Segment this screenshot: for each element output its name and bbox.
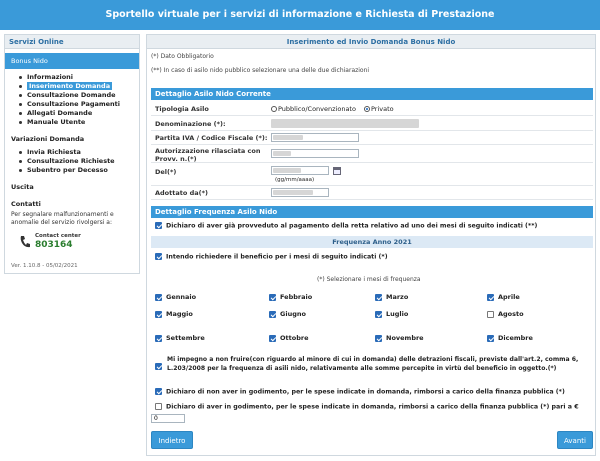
partita-iva-value [273, 135, 303, 140]
main-panel [146, 34, 596, 456]
month-ottobre-box[interactable] [269, 335, 276, 342]
row-denominazione [151, 117, 593, 131]
section-dettaglio-asilo: Dettaglio Asilo Nido Corrente [151, 88, 593, 100]
denominazione-label: Denominazione (*): [155, 120, 226, 128]
sidebar-section-bonus-nido[interactable]: Bonus Nido [5, 53, 139, 69]
row-autorizzazione [151, 145, 593, 163]
check-intendo-box[interactable] [155, 253, 162, 260]
radio-pubblico-button[interactable] [271, 106, 277, 112]
sidebar-title: Servizi Online [5, 35, 139, 49]
tipologia-label: Tipologia Asilo [155, 105, 209, 113]
row-tipologia [151, 102, 593, 116]
note-asilo-pubblico: (**) In caso di asilo nido pubblico selezionare una delle due dichiarazioni [151, 67, 370, 74]
month-marzo-box[interactable] [375, 294, 382, 301]
month-maggio[interactable]: Maggio [155, 310, 193, 318]
del-date-value [273, 168, 301, 173]
month-luglio[interactable]: Luglio [375, 310, 408, 318]
check-intendo[interactable]: Intendo richiedere il beneficio per i mesi di seguito indicati (*) [155, 253, 388, 261]
adottato-label: Adottato da(*) [155, 189, 208, 197]
month-novembre-box[interactable] [375, 335, 382, 342]
sidebar [4, 34, 140, 274]
adottato-value [273, 190, 313, 195]
app-title: Sportello virtuale per i servizi di informazione e Richiesta di Prestazione [105, 9, 495, 20]
month-marzo[interactable]: Marzo [375, 293, 408, 301]
month-aprile-box[interactable] [487, 294, 494, 301]
month-dicembre[interactable]: Dicembre [487, 334, 533, 342]
radio-privato-button[interactable] [364, 106, 370, 112]
radio-privato[interactable]: Privato [364, 105, 394, 113]
month-giugno-box[interactable] [269, 311, 276, 318]
sidebar-item-allegati-domande[interactable]: Allegati Domande [19, 109, 139, 118]
check-pagamento[interactable]: Dichiaro di aver già provveduto al pagamento della retta relativo ad uno dei mesi di seguito indicati (**) [155, 222, 537, 230]
month-novembre[interactable]: Novembre [375, 334, 424, 342]
importo-input[interactable] [151, 414, 185, 423]
sidebar-menu [5, 73, 139, 127]
month-maggio-box[interactable] [155, 311, 162, 318]
check-godimento[interactable]: Dichiaro di aver in godimento, per le spese indicate in domanda, rimborsi a carico della finanza pubblica (*) pari a € [155, 403, 579, 411]
selezionare-mesi-note: (*) Selezionare i mesi di frequenza [317, 276, 421, 283]
sidebar-item-invia-richiesta[interactable]: Invia Richiesta [19, 148, 139, 157]
section-dettaglio-frequenza: Dettaglio Frequenza Asilo Nido [151, 206, 593, 218]
app-header [0, 0, 600, 30]
radio-pubblico[interactable]: Pubblico/Convenzionato [271, 105, 356, 113]
month-gennaio-box[interactable] [155, 294, 162, 301]
month-gennaio[interactable]: Gennaio [155, 293, 196, 301]
check-godimento-box[interactable] [155, 403, 162, 410]
month-agosto[interactable]: Agosto [487, 310, 524, 318]
contact-center-number: 803164 [35, 240, 73, 250]
sidebar-item-manuale-utente[interactable]: Manuale Utente [19, 118, 139, 127]
row-del [151, 164, 593, 186]
sidebar-item-inserimento-domanda[interactable]: Inserimento Domanda [19, 82, 139, 91]
contact-center-label: Contact center [35, 233, 81, 239]
month-agosto-box[interactable] [487, 311, 494, 318]
check-pagamento-box[interactable] [155, 222, 162, 229]
month-aprile[interactable]: Aprile [487, 293, 520, 301]
sidebar-item-subentro-decesso[interactable]: Subentro per Decesso [19, 166, 139, 175]
sidebar-item-consultazione-domande[interactable]: Consultazione Domande [19, 91, 139, 100]
month-settembre-box[interactable] [155, 335, 162, 342]
sidebar-item-uscita[interactable]: Uscita [11, 183, 34, 191]
sidebar-item-consultazione-pagamenti[interactable]: Consultazione Pagamenti [19, 100, 139, 109]
sidebar-item-consultazione-richieste[interactable]: Consultazione Richieste [19, 157, 139, 166]
month-dicembre-box[interactable] [487, 335, 494, 342]
check-impegno-box[interactable] [155, 363, 162, 370]
version-text: Ver. 1.10.8 - 05/02/2021 [11, 263, 78, 269]
contatti-text: Per segnalare malfunzionamenti e anomalie del servizio rivolgersi a: [11, 211, 114, 226]
autorizzazione-value [273, 151, 291, 156]
del-label: Del(*) [155, 168, 177, 176]
month-giugno[interactable]: Giugno [269, 310, 306, 318]
date-hint: (gg/mm/aaaa) [275, 177, 315, 183]
page-title: Inserimento ed Invio Domanda Bonus Nido [147, 35, 595, 49]
indietro-button[interactable]: Indietro [151, 431, 193, 449]
phone-icon [19, 235, 31, 249]
check-non-godimento-box[interactable] [155, 388, 162, 395]
avanti-button[interactable]: Avanti [557, 431, 593, 449]
row-partita-iva [151, 131, 593, 145]
sidebar-group-variazioni: Variazioni Domanda [11, 135, 85, 143]
contact-center [19, 233, 139, 253]
sidebar-variazioni-menu [5, 148, 139, 175]
autorizzazione-label: Autorizzazione rilasciata con Provv. n.(*) [155, 147, 261, 163]
sidebar-group-contatti: Contatti [11, 200, 41, 208]
calendar-icon[interactable] [333, 167, 341, 175]
impegno-text: Mi impegno a non fruire(con riguardo al minore di cui in domanda) delle detrazioni fiscali, previste dall'art.2, comma 6, L.203/2008 per la frequenza di asili nido, relativamente alle somme percepite in virtù del beneficio in oggetto.(*) [167, 356, 579, 372]
month-febbraio-box[interactable] [269, 294, 276, 301]
check-impegno[interactable] [155, 355, 591, 381]
month-settembre[interactable]: Settembre [155, 334, 205, 342]
month-febbraio[interactable]: Febbraio [269, 293, 312, 301]
frequenza-anno-header: Frequenza Anno 2021 [151, 236, 593, 248]
sidebar-item-informazioni[interactable]: Informazioni [19, 73, 139, 82]
row-adottato [151, 186, 593, 200]
check-non-godimento[interactable]: Dichiaro di non aver in godimento, per le spese indicate in domanda, rimborsi a carico della finanza pubblica (*) [155, 388, 565, 396]
note-obbligatorio: (*) Dato Obbligatorio [151, 53, 214, 60]
month-luglio-box[interactable] [375, 311, 382, 318]
denominazione-field[interactable] [271, 119, 419, 128]
partita-iva-label: Partita IVA / Codice Fiscale (*): [155, 134, 268, 142]
month-ottobre[interactable]: Ottobre [269, 334, 308, 342]
